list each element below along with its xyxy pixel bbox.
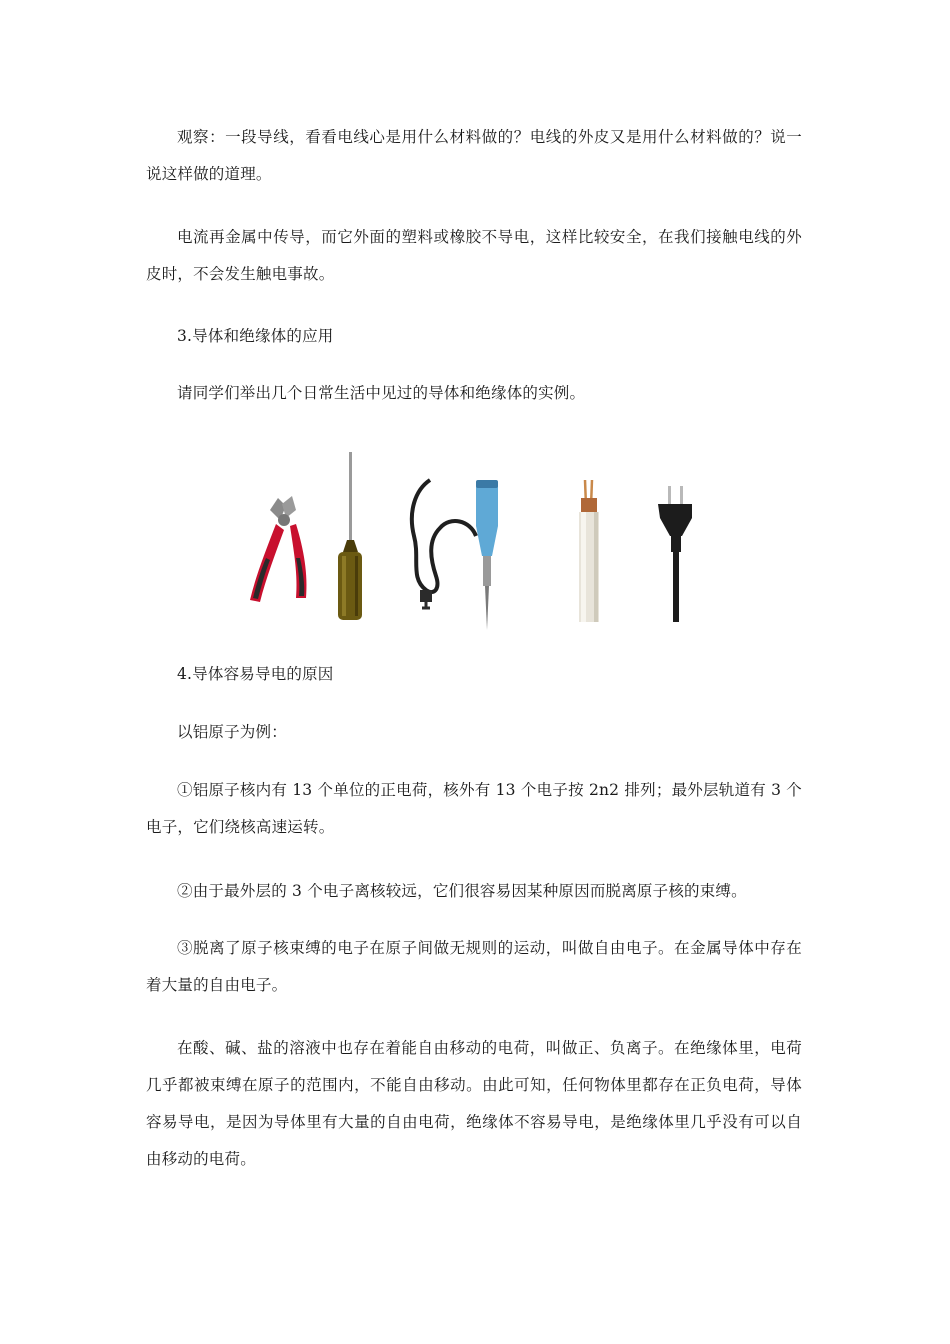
plug-icon xyxy=(658,486,692,622)
paragraph-aluminum-intro: 以铝原子为例： xyxy=(177,723,287,741)
screwdriver-icon xyxy=(338,452,362,620)
paragraph-explanation: 电流再金属中传导，而它外面的塑料或橡胶不导电，这样比较安全，在我们接触电线的外皮时，不会发生触电事故。 xyxy=(146,228,802,283)
cable-icon xyxy=(579,480,599,622)
paragraph-conclusion: 在酸、碱、盐的溶液中也存在着能自由移动的电荷，叫做正、负离子。在绝缘体里，电荷几乎都被束缚在原子的范围内，不能自由移动。由此可知，任何物体里都存在正负电荷，导体容易导电，是因为导体里有大量的自由电荷，绝缘体不容易导电，是绝缘体里几乎没有可以自由移动的电荷。 xyxy=(146,1039,802,1168)
pliers-icon xyxy=(250,496,307,602)
paragraph-point-2: ②由于最外层的 3 个电子离核较远，它们很容易因某种原因而脱离原子核的束缚。 xyxy=(177,882,747,900)
paragraph-point-1: ①铝原子核内有 13 个单位的正电荷，核外有 13 个电子按 2n2 排列；最外层轨道有 3 个电子，它们绕核高速运转。 xyxy=(146,781,802,836)
section-heading-4: 4.导体容易导电的原因 xyxy=(177,665,334,683)
soldering-iron-icon xyxy=(412,480,498,630)
tools-figure xyxy=(230,440,730,640)
section-heading-3: 3.导体和绝缘体的应用 xyxy=(177,327,334,345)
paragraph-point-3: ③脱离了原子核束缚的电子在原子间做无规则的运动，叫做自由电子。在金属导体中存在着大量的自由电子。 xyxy=(146,939,802,994)
paragraph-observe: 观察：一段导线，看看电线心是用什么材料做的？电线的外皮又是用什么材料做的？说一说这样做的道理。 xyxy=(146,128,802,183)
paragraph-examples: 请同学们举出几个日常生活中见过的导体和绝缘体的实例。 xyxy=(177,384,586,402)
